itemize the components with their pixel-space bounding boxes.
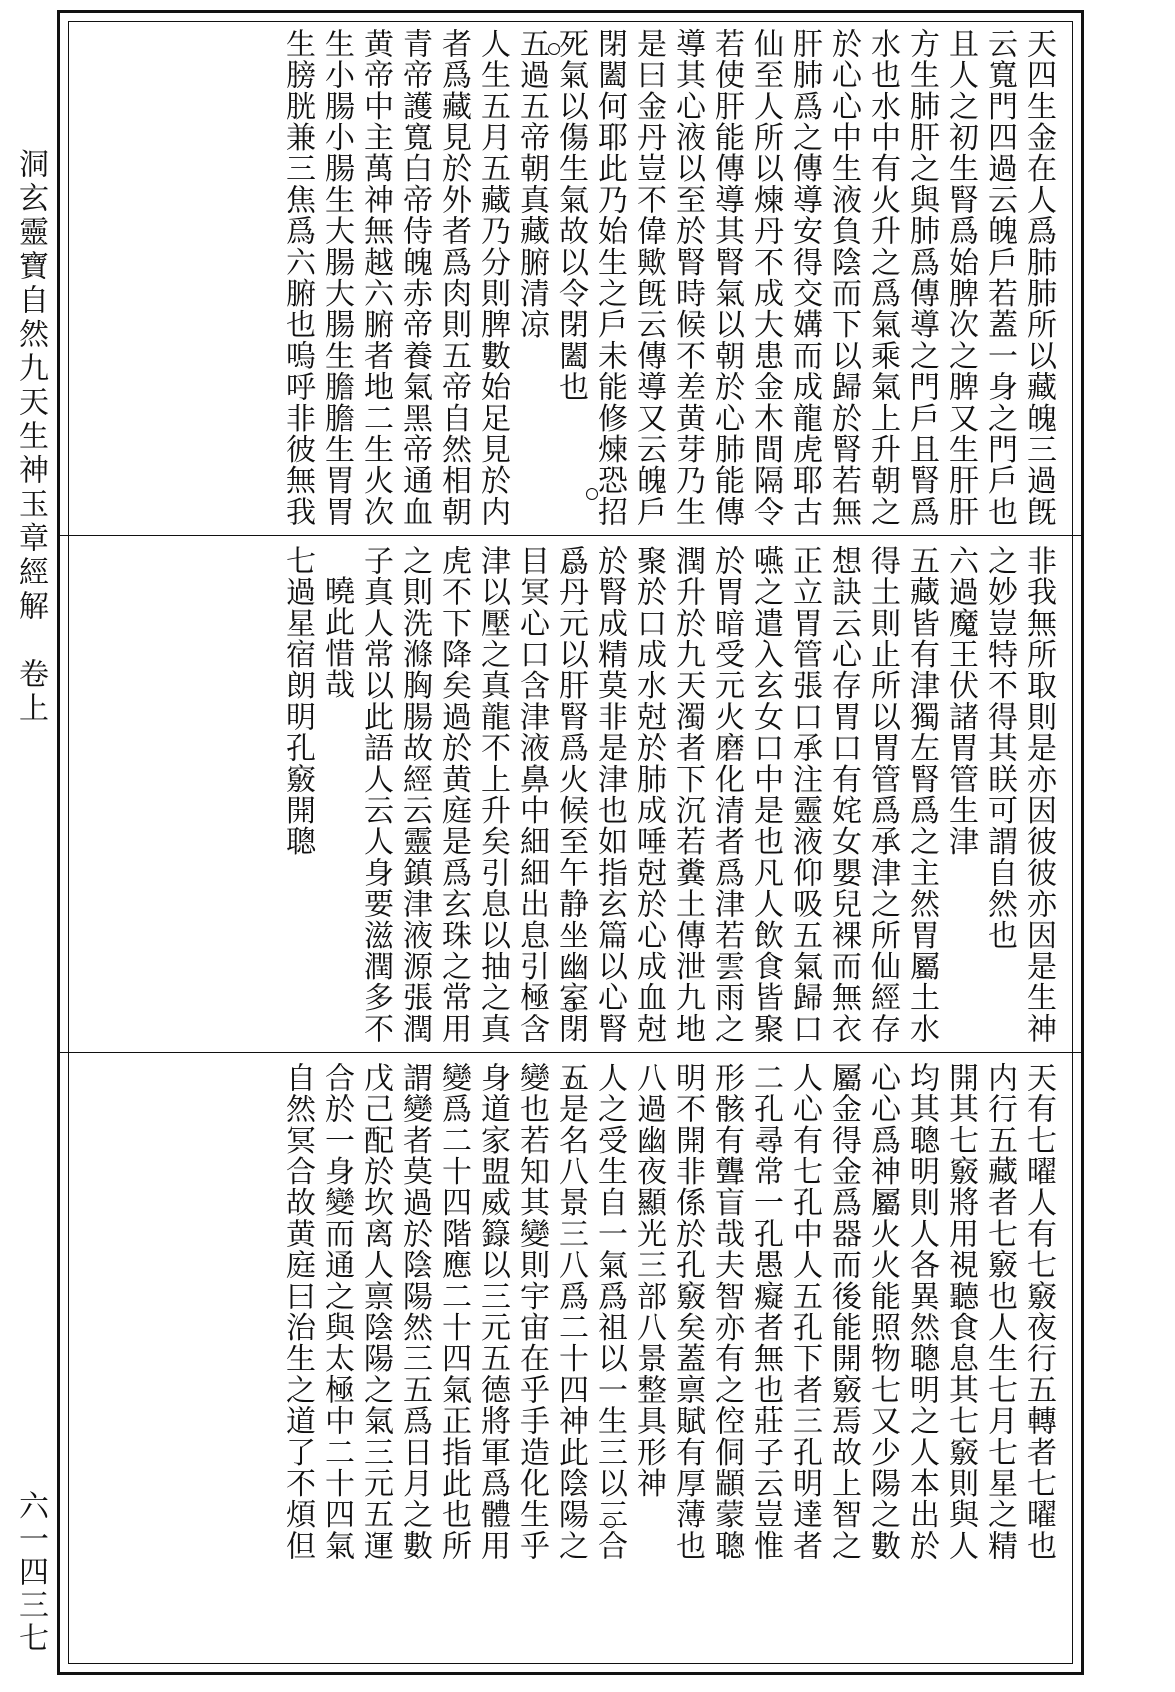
- text-column: 虎不下降矣過於黄庭是爲玄珠之常用: [436, 545, 471, 1045]
- text-column: 得土則止所以胃管爲承津之所仙經存: [865, 545, 900, 1045]
- text-column: 之則洗滌胸腸故經云靈鎮津液源張潤: [397, 545, 432, 1045]
- page-number: 六一四三七: [13, 1490, 48, 1655]
- text-column: 黄帝中主萬神無越六腑者地二生火次: [358, 28, 393, 528]
- text-column: 變也若知其變則宇宙在乎手造化生乎: [514, 1062, 549, 1562]
- section-heading: 六過魔王伏諸胃管生津: [943, 545, 978, 857]
- text-column: 水也水中有火升之爲氣乘氣上升朝之: [865, 28, 900, 528]
- text-column: 閉闔何耶此乃始生之戶未能修煉恐招: [592, 28, 627, 528]
- text-column: 於心心中生液負陰而下以歸於腎若無: [826, 28, 861, 528]
- text-column: 是曰金丹豈不偉歟旣云傳導又云魄戶: [631, 28, 666, 528]
- text-column: 津以壓之真龍不上升矣引息以抽之真: [475, 545, 510, 1045]
- text-column: 天有七曜人有七竅夜行五轉者七曜也: [1021, 1062, 1056, 1562]
- text-column: 爲丹元以肝腎爲火候至午静坐幽室閉: [553, 545, 588, 1045]
- text-column: 合於一身變而通之與太極中二十四氣: [319, 1062, 354, 1562]
- text-column: 青帝護寬白帝侍魄赤帝養氣黑帝通血: [397, 28, 432, 528]
- text-column: 人生五月五藏乃分則脾數始足見於内: [475, 28, 510, 528]
- register-middle: [120, 545, 1080, 1045]
- section-heading: 八過幽夜顯光三部八景整具形神: [631, 1062, 666, 1499]
- text-column: 子真人常以此語人云人身要滋潤多不: [358, 545, 393, 1045]
- text-column: 人之受生自一氣爲祖以一生三以三合: [592, 1062, 627, 1562]
- register-divider-2: [57, 1052, 1084, 1053]
- text-column: 於胃暗受元火磨化清者爲津若雲雨之: [709, 545, 744, 1045]
- text-column: 心心爲神屬火火能照物七又少陽之數: [865, 1062, 900, 1562]
- section-heading: 七過星宿朗明孔竅開聰: [280, 545, 315, 857]
- text-column: 生膀胱兼三焦爲六腑也嗚呼非彼無我: [280, 28, 315, 528]
- text-column: 目冥心口含津液鼻中細細出息引極含: [514, 545, 549, 1045]
- text-column: 生小腸小腸生大腸大腸生膽膽生胃胃: [319, 28, 354, 528]
- text-column: 非我無所取則是亦因彼彼亦因是生神: [1021, 545, 1056, 1045]
- text-column: 聚於口成水尅於肺成唾尅於心成血尅: [631, 545, 666, 1045]
- text-column: 導其心液以至於腎時候不差黄芽乃生: [670, 28, 705, 528]
- text-column: 方生肺肝之與肺爲傳導之門戶且腎爲: [904, 28, 939, 528]
- text-column: 仙至人所以煉丹不成大患金木間隔令: [748, 28, 783, 528]
- book-title: 洞玄靈寶自然九天生神玉章經解 卷上: [13, 148, 48, 726]
- text-column: 死氣以傷生氣故以令閉闔也: [553, 28, 588, 403]
- text-column: 於腎成精莫非是津也如指玄篇以心腎: [592, 545, 627, 1045]
- text-column: 若使肝能傳導其腎氣以朝於心肺能傳: [709, 28, 744, 528]
- text-column: 形骸有聾盲哉夫智亦有之倥侗顓蒙聰: [709, 1062, 744, 1562]
- text-column: 變爲二十四階應二十四氣正指此也所: [436, 1062, 471, 1562]
- text-column: 謂變者莫過於陰陽然三五爲日月之數: [397, 1062, 432, 1562]
- section-heading: 五過五帝朝真藏腑清凉: [514, 28, 549, 340]
- text-column: 天四生金在人爲肺肺所以藏魄三過旣: [1021, 28, 1056, 528]
- text-column: 五藏皆有津獨左腎爲之主然胃屬土水: [904, 545, 939, 1045]
- text-column: 者爲藏見於外者爲肉則五帝自然相朝: [436, 28, 471, 528]
- text-column: 云寬門四過云魄戶若蓋一身之門戶也: [982, 28, 1017, 528]
- text-column: 嚥之遣入玄女口中是也凡人飲食皆聚: [748, 545, 783, 1045]
- text-column: 潤升於九天濁者下沉若糞土傳泄九地: [670, 545, 705, 1045]
- register-divider-1: [57, 535, 1084, 536]
- text-column: 二孔尋常一孔愚癡者無也莊子云豈惟: [748, 1062, 783, 1562]
- text-column: 人心有七孔中人五孔下者三孔明達者: [787, 1062, 822, 1562]
- register-top: [120, 28, 1080, 528]
- text-column: 想訣云心存胃口有姹女嬰兒裸而無衣: [826, 545, 861, 1045]
- text-column: 正立胃管張口承注靈液仰吸五氣歸口: [787, 545, 822, 1045]
- text-column: 戊己配於坎离人禀陰陽之氣三元五運: [358, 1062, 393, 1562]
- text-column: 内行五藏者七竅也人生七月七星之精: [982, 1062, 1017, 1562]
- text-column: 之妙豈特不得其眹可謂自然也: [982, 545, 1017, 951]
- text-column: 五是名八景三八爲二十四神此陰陽之: [553, 1062, 588, 1562]
- text-column: 且人之初生腎爲始脾次之脾又生肝肝: [943, 28, 978, 528]
- text-column: 肝肺爲之傳導安得交媾而成龍虎耶古: [787, 28, 822, 528]
- register-bottom: [120, 1062, 1080, 1652]
- text-column: 身道家盟威籙以三元五德將軍爲體用: [475, 1062, 510, 1562]
- text-column: 屬金得金爲器而後能開竅焉故上智之: [826, 1062, 861, 1562]
- text-column: 曉此惜哉: [319, 575, 354, 700]
- text-column: 明不開非係於孔竅矣蓋禀賦有厚薄也: [670, 1062, 705, 1562]
- text-column: 開其七竅將用視聽食息其七竅則與人: [943, 1062, 978, 1562]
- text-column: 均其聰明則人各異然聰明之人本出於: [904, 1062, 939, 1562]
- text-column: 自然冥合故黄庭曰治生之道了不煩但: [280, 1062, 315, 1562]
